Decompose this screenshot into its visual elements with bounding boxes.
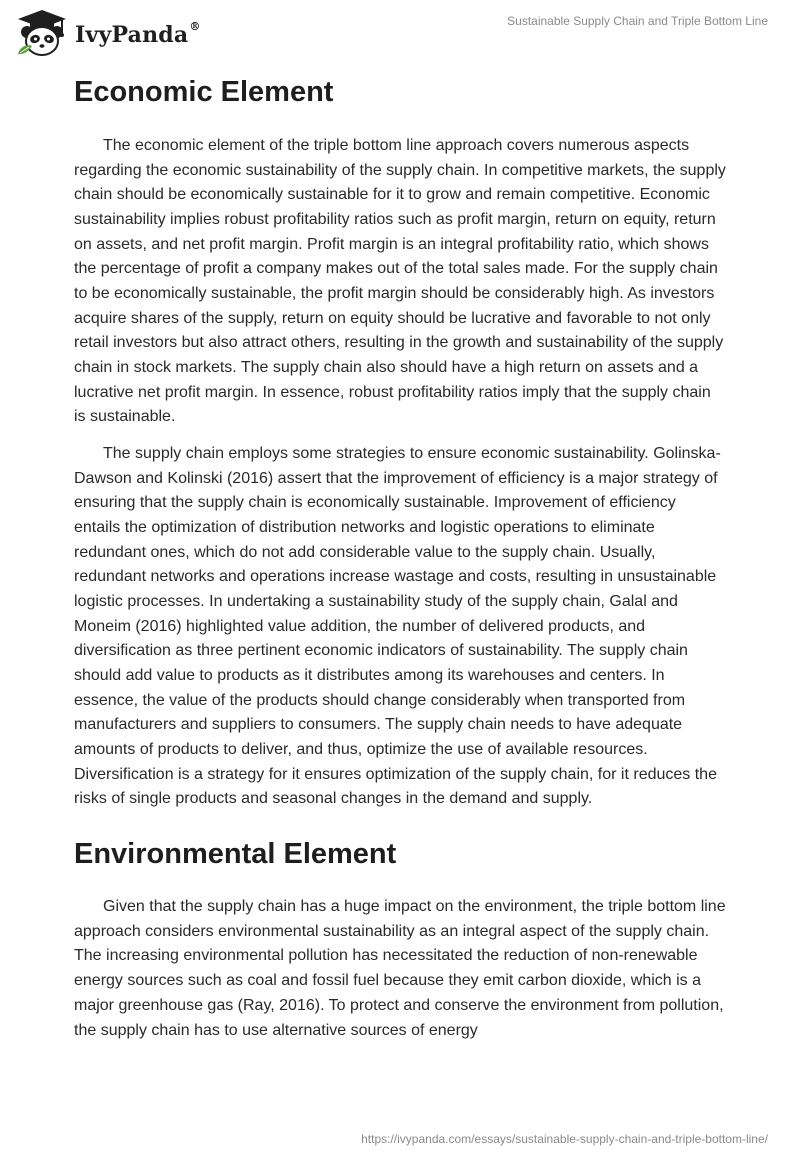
page-header (0, 0, 800, 66)
paragraph: The supply chain employs some strategies to ensure economic sustainability. Golinska-Dawson and Kolinski (2016) assert that the improvement of efficiency is a major strategy of ensuring that the supply chain is economically sustainable. Improvement of efficiency entails the optimization of distribution networks and logistic operations to eliminate redundant ones, which do not add considerable value to the supply chain. Usually, redundant networks and operations increase wastage and costs, resulting in unsustainable logistic processes. In undertaking a sustainability study of the supply chain, Galal and Moneim (2016) highlighted value addition, the number of delivered products, and diversification as three pertinent economic indicators of sustainability. The supply chain should add value to products as it distributes among its warehouses and centers. In essence, the value of the products should change considerably when transported from manufacturers and suppliers to consumers. The supply chain needs to have adequate amounts of products to deliver, and thus, optimize the use of available resources. Diversification is a strategy for it ensures optimization of the supply chain, for it reduces the risks of single products and seasonal changes in the demand and supply. (74, 445, 721, 808)
brand-name: IvyPanda® (75, 20, 201, 48)
paragraph: Given that the supply chain has a huge impact on the environment, the triple bottom line approach considers environmental sustainability as an integral aspect of the supply chain. The increasing environmental pollution has necessitated the reduction of non-renewable energy sources such as coal and fossil fuel because they emit carbon dioxide, which is a major greenhouse gas (Ray, 2016). To protect and conserve the environment from pollution, the supply chain has to use alternative sources of energy (74, 898, 726, 1039)
brand-logo[interactable] (14, 8, 201, 60)
section-heading-environmental: Environmental Element (74, 838, 397, 871)
registered-mark: ® (189, 20, 201, 33)
section-heading-economic: Economic Element (74, 76, 334, 108)
panda-graduate-icon (14, 8, 70, 60)
document-title: Sustainable Supply Chain and Triple Bottom Line (507, 14, 768, 28)
paragraph: The economic element of the triple bottom line approach covers numerous aspects regarding the economic sustainability of the supply chain. In competitive markets, the supply chain should be economically sustainable for it to grow and remain competitive. Economic sustainability implies robust profitability ratios such as profit margin, return on equity, return on assets, and net profit margin. Profit margin is an integral profitability ratio, which shows the percentage of profit a company makes out of the total sales made. For the supply chain to be economically sustainable, the profit margin should be considerably high. As investors acquire shares of the supply, return on equity should be lucrative and favorable to not only retail investors but also attract others, resulting in the growth and sustainability of the supply chain in stock markets. The supply chain also should have a high return on assets and a lucrative net profit margin. In essence, robust profitability ratios imply that the supply chain is sustainable. (74, 137, 726, 426)
essay-content (74, 72, 726, 1055)
source-url[interactable]: https://ivypanda.com/essays/sustainable-supply-chain-and-triple-bottom-line/ (361, 1132, 768, 1146)
